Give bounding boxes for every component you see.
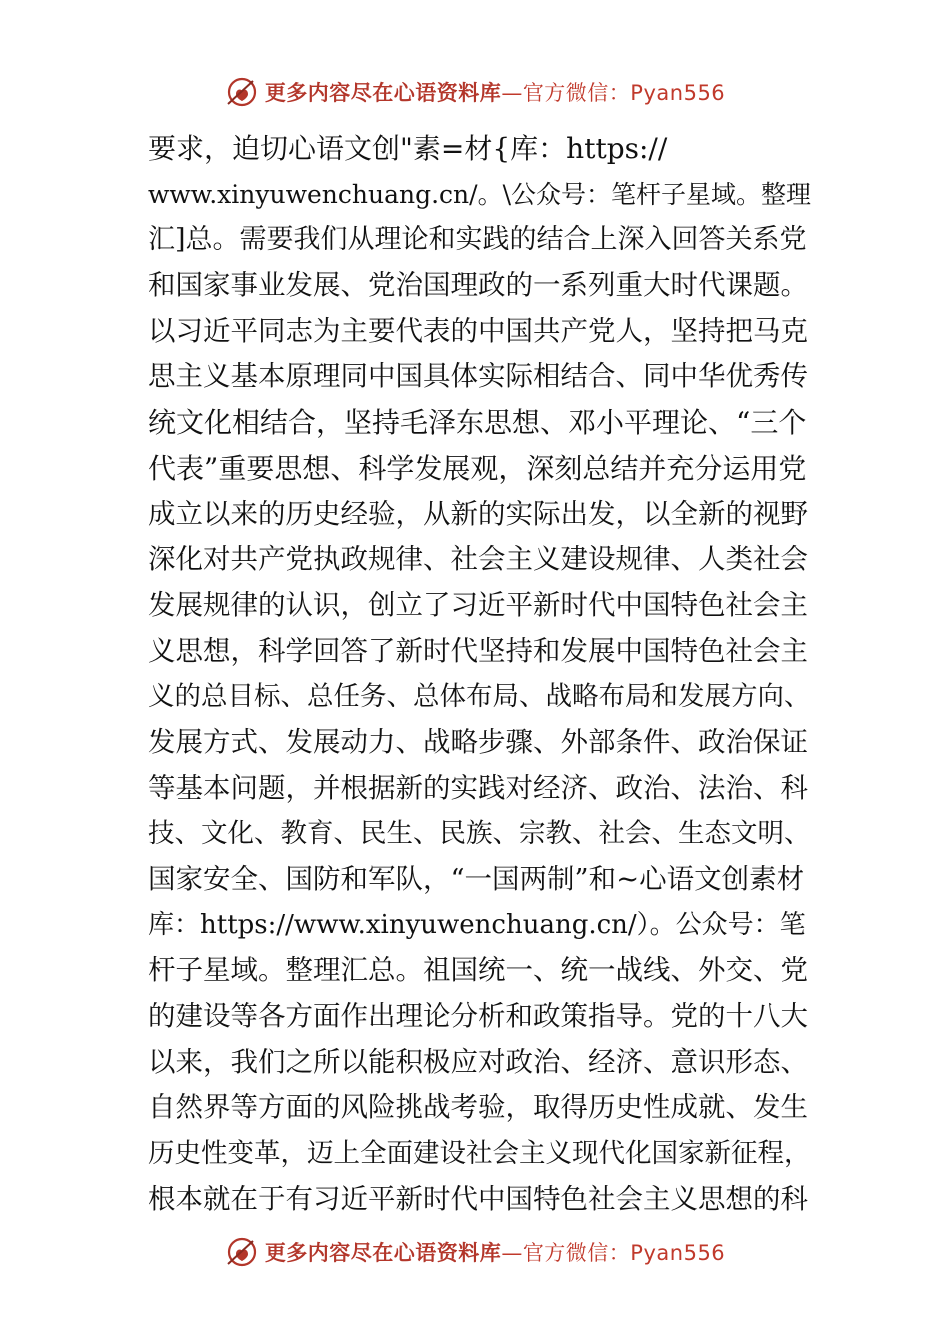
body-text-line: 以习近平同志为主要代表的中国共产党人，坚持把马克 — [148, 314, 808, 347]
arrow-heart-logo-icon — [225, 1235, 259, 1269]
body-text-line: 汇]总。需要我们从理论和实践的结合上深入回答关系党 — [148, 224, 807, 256]
body-text-line: 发展方式、发展动力、战略步骤、外部条件、政治保证 — [148, 725, 808, 758]
footer-banner — [0, 1230, 950, 1274]
body-text-line: 的建设等各方面作出理论分析和政策指导。党的十八大 — [148, 1000, 808, 1033]
body-text-line: 杆子星域。整理汇总。祖国统一、统一战线、外交、党 — [148, 954, 808, 987]
body-text-line: 义的总目标、总任务、总体布局、战略布局和发展方向、 — [148, 681, 811, 713]
body-text-line: 思主义基本原理同中国具体实际相结合、同中华优秀传 — [148, 360, 808, 393]
header-banner — [0, 70, 950, 114]
body-text-line: 要求，迫切心语文创"素=材{库：https:// — [148, 132, 668, 165]
body-text-line: www.xinyuwenchuang.cn/。\公众号：笔杆子星域。整理 — [148, 179, 812, 209]
body-text-line: 和国家事业发展、党治国理政的一系列重大时代课题。 — [148, 269, 808, 302]
body-text-line: 统文化相结合，坚持毛泽东思想、邓小平理论、“三个 — [148, 406, 807, 440]
arrow-heart-logo-icon — [225, 75, 259, 109]
footer-banner-main: 更多内容尽在心语资料库 — [264, 1241, 502, 1265]
body-text-line: 根本就在于有习近平新时代中国特色社会主义思想的科 — [148, 1182, 808, 1215]
header-banner-main: 更多内容尽在心语资料库 — [264, 81, 502, 105]
body-text-line: 深化对共产党执政规律、社会主义建设规律、人类社会 — [148, 543, 808, 576]
body-text-line: 历史性变革，迈上全面建设社会主义现代化国家新征程， — [148, 1138, 811, 1170]
footer-banner-wechat: —官方微信：Pyan556 — [501, 1241, 726, 1265]
document-body — [148, 126, 812, 1223]
body-text-line: 成立以来的历史经验，从新的实际出发，以全新的视野 — [148, 497, 808, 530]
body-text-line: 库：https://www.xinyuwenchuang.cn/）。公众号：笔 — [148, 909, 806, 940]
header-banner-wechat: —官方微信：Pyan556 — [501, 81, 726, 105]
body-text-line: 以来，我们之所以能积极应对政治、经济、意识形态、 — [148, 1045, 808, 1078]
body-text-line: 代表”重要思想、科学发展观，深刻总结并充分运用党 — [148, 451, 807, 485]
body-text-line: 义思想，科学回答了新时代坚持和发展中国特色社会主 — [148, 634, 808, 667]
body-text-line: 国家安全、国防和军队，“一国两制”和~心语文创素材 — [148, 863, 805, 895]
body-text-line: 技、文化、教育、民生、民族、宗教、社会、生态文明、 — [148, 818, 811, 850]
footer-banner-text — [265, 1237, 725, 1267]
body-text-line: 等基本问题，并根据新的实践对经济、政治、法治、科 — [148, 771, 808, 804]
header-banner-text — [265, 77, 725, 107]
body-text-line: 发展规律的认识，创立了习近平新时代中国特色社会主 — [148, 588, 808, 621]
body-text-line: 自然界等方面的风险挑战考验，取得历史性成就、发生 — [148, 1091, 808, 1124]
